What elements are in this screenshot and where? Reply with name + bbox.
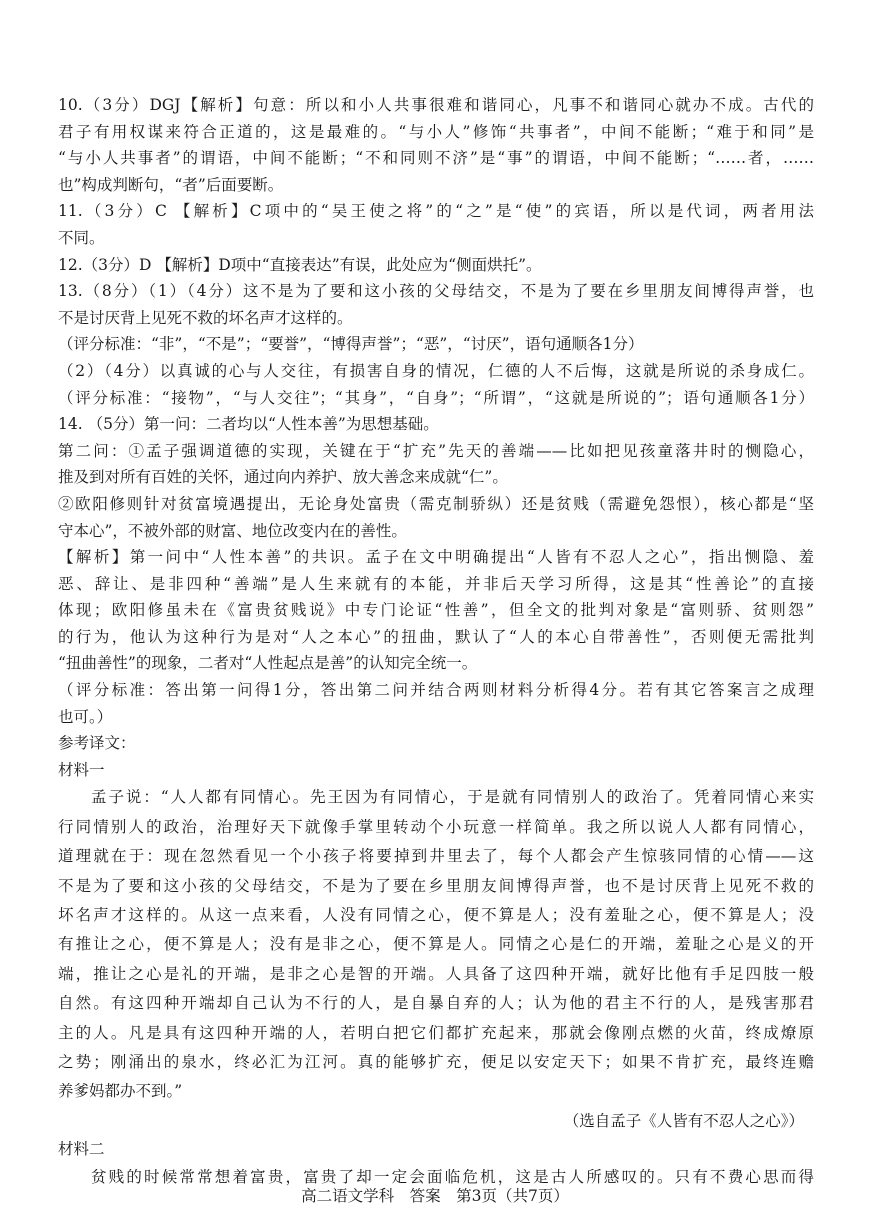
page-footer: 高二语文学科 答案 第3页（共7页） [301, 1187, 569, 1205]
text-line: 行同情别人的政治，治理好天下就像手掌里转动个小玩意一样简单。我之所以说人人都有同情心， [58, 817, 814, 836]
text-line: 坏名声才这样的。从这一点来看，人没有同情之心，便不算是人；没有羞耻之心，便不算是人；没 [58, 906, 814, 924]
text-line: 14. （5分）第一问：二者均以“人性本善”为思想基础。 [58, 415, 439, 434]
text-line: 君子有用权谋来符合正道的，这是最难的。“与小人”修饰“共事者”，中间不能断；“难于和同”是 [58, 122, 814, 141]
text-line: 也”构成判断句，“者”后面要断。 [58, 175, 284, 194]
text-line: 道理就在于：现在忽然看见一个小孩子将要掉到井里去了，每个人都会产生惊骇同情的心情——这 [58, 847, 814, 866]
text-line: 体现；欧阳修虽未在《富贵贫贱说》中专门论证“性善”，但全文的批判对象是“富则骄、贫则怨” [58, 601, 814, 620]
text-line: 主的人。凡是具有这四种开端的人，若明白把它们都扩充起来，那就会像刚点燃的火苗，终成燎原 [58, 1023, 814, 1042]
answer-q13 [58, 278, 814, 411]
material-1-body [58, 783, 814, 1136]
translation-section [58, 730, 814, 1192]
answer-q11 [58, 198, 814, 251]
material-1-title: 材料一 [58, 760, 105, 779]
text-line: 恶、辞让、是非四种“善端”是人生来就有的本能，并非后天学习所得，这是其“性善论”的直接 [58, 574, 814, 593]
answer-page [58, 92, 814, 1192]
scoring-line: 也可。） [58, 707, 113, 726]
text-line: 不同。 [58, 228, 105, 247]
scoring-line: （评分标准：答出第一问得1分，答出第二问并结合两则材料分析得4分。若有其它答案言之成理 [58, 681, 814, 700]
text-line: 第二问：①孟子强调道德的实现，关键在于“扩充”先天的善端——比如把见孩童落井时的恻隐心， [58, 441, 814, 460]
text-line: 端，推让之心是礼的开端，是非之心是智的开端。人具备了这四种开端，就好比他有手足四肢一般 [58, 964, 814, 983]
text-line: 10.（3分）DGJ【解析】句意：所以和小人共事很难和谐同心，凡事不和谐同心就办不成。古代的 [58, 96, 814, 114]
answer-q14 [58, 411, 814, 730]
answer-q10 [58, 92, 814, 198]
text-line: 养爹妈都办不到。” [58, 1082, 183, 1101]
text-line: （2）（4分）以真诚的心与人交往，有损害自身的情况，仁德的人不后悔，这就是所说的杀身成仁。 [58, 361, 814, 380]
scoring-line: （评分标准：“非”，“不是”；“要誉”，“博得声誉”；“恶”，“讨厌”，语句通顺各1分） [58, 335, 644, 354]
text-line: ②欧阳修则针对贫富境遇提出，无论身处富贵（需克制骄纵）还是贫贱（需避免怨恨），核心都是“坚 [58, 494, 814, 513]
text-line: 自然。有这四种开端却自己认为不行的人，是自暴自弃的人；认为他的君主不行的人，是残害那君 [58, 994, 814, 1013]
text-line: 之势；刚涌出的泉水，终必汇为江河。真的能够扩充，便足以安定天下；如果不肯扩充，最终连赡 [58, 1052, 814, 1071]
text-line: 不是为了要和这小孩的父母结交，不是为了要在乡里朋友间博得声誉，也不是讨厌背上见死不救的 [58, 876, 814, 895]
text-line: 守本心”，不被外部的财富、地位改变内在的善性。 [58, 521, 407, 540]
text-line: 【解析】第一问中“人性本善”的共识。孟子在文中明确提出“人皆有不忍人之心”，指出恻隐、羞 [58, 548, 814, 567]
text-line: 12.（3分）D 【解析】D项中“直接表达”有误，此处应为“侧面烘托”。 [58, 255, 542, 274]
text-line: 孟子说：“人人都有同情心。先王因为有同情心，于是就有同情别人的政治了。凭着同情心来实 [91, 788, 814, 807]
scoring-line: （评分标准：“接物”，“与人交往”；“其身”，“自身”；“所谓”，“这就是所说的”；语句通顺各1分） [58, 388, 814, 407]
material-2-title: 材料二 [58, 1140, 105, 1159]
text-line: 的行为，他认为这种行为是对“人之本心”的扭曲，默认了“人的本心自带善性”，否则便无需批判 [58, 627, 814, 646]
text-line: 13.（8分）（1）（4分）这不是为了要和这小孩的父母结交，不是为了要在乡里朋友间博得声誉，也 [58, 282, 814, 301]
material-1-source: （选自孟子《人皆有不忍人之心》） [563, 1111, 804, 1130]
text-line: 有推让之心，便不算是人；没有是非之心，便不算是人。同情之心是仁的开端，羞耻之心是义的开 [58, 935, 814, 954]
text-line: 不是讨厌背上见死不救的坏名声才这样的。 [58, 308, 353, 327]
answer-q12 [58, 252, 814, 279]
text-line: “扭曲善性”的现象，二者对“人性起点是善”的认知完全统一。 [58, 654, 478, 673]
text-line: “与小人共事者”的谓语，中间不能断；“不和同则不济”是“事”的谓语，中间不能断；“……者，…… [58, 149, 814, 168]
text-line: 11.（3分）C 【解析】C项中的“吴王使之将”的“之”是“使”的宾语，所以是代词，两者用法 [58, 202, 814, 221]
text-line: 贫贱的时候常常想着富贵，富贵了却一定会面临危机，这是古人所感叹的。只有不费心思而得 [91, 1167, 814, 1186]
translation-heading: 参考译文： [58, 734, 136, 753]
text-line: 推及到对所有百姓的关怀，通过向内养护、放大善念来成就“仁”。 [58, 468, 508, 487]
